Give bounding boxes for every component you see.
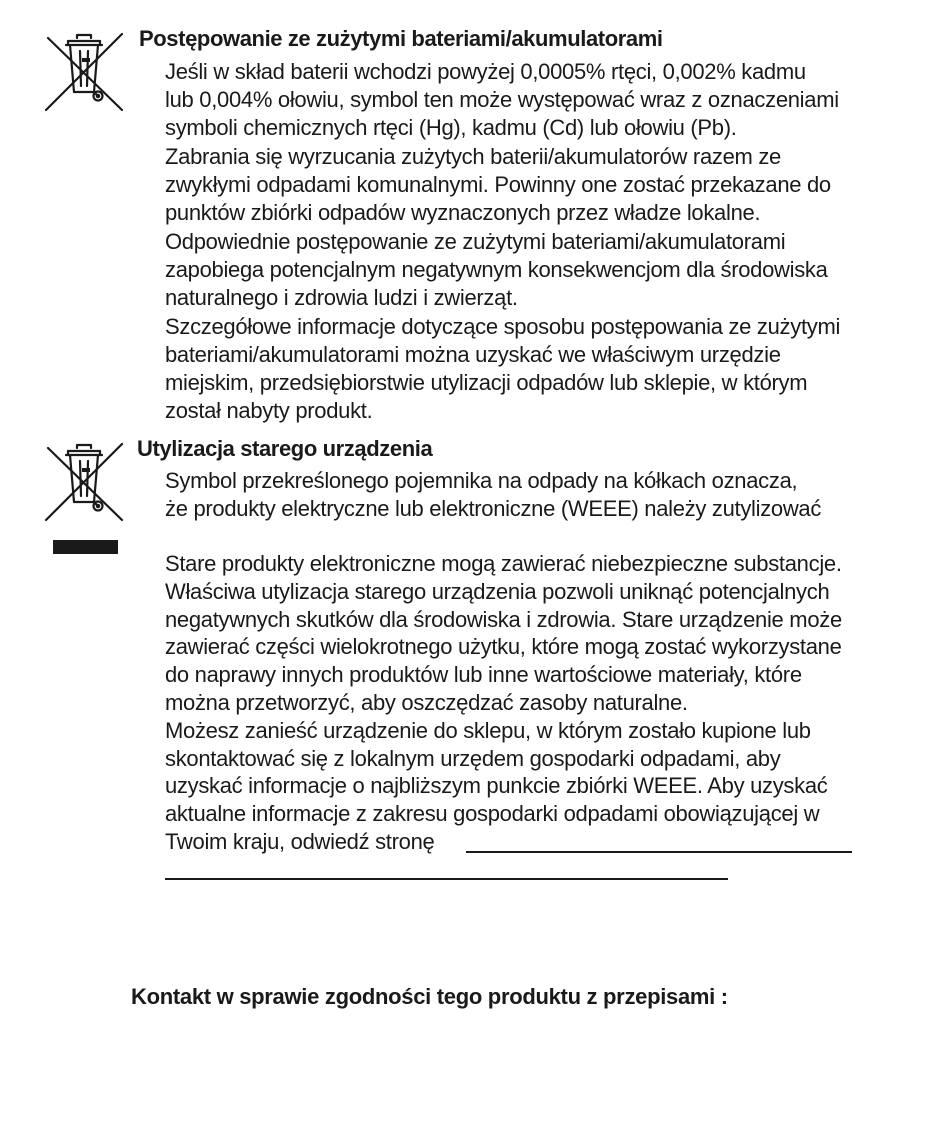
- bin-icon-bar: [53, 540, 118, 554]
- crossed-out-wheeled-bin-icon: [42, 30, 126, 114]
- website-blank-line: [165, 878, 728, 880]
- contact-heading: Kontakt w sprawie zgodności tego produktu z przepisami :: [131, 984, 728, 1009]
- battery-paragraph: Szczegółowe informacje dotyczące sposobu postępowania ze zużytymi bateriami/akumulatorami można uzyskać we właściwym urzędzie miejskim, przedsiębiorstwie utylizacji odpadów lub sklepie, w którym został nabyty produkt.: [165, 314, 841, 423]
- battery-paragraph: Zabrania się wyrzucania zużytych baterii/akumulatorów razem ze zwykłymi odpadami komunalnymi. Powinny one zostać przekazane do punktów zbiórki odpadów wyznaczonych przez władze lokalne.: [165, 144, 831, 225]
- device-body-paragraph: Stare produkty elektroniczne mogą zawierać niebezpieczne substancje. Właściwa utylizacja starego urządzenia pozwoli uniknąć potencjalnych negatywnych skutków dla środowiska i zdrowia. Stare urządzenie może zawierać części wielokrotnego użytku, które mogą zostać wykorzystane do naprawy innych produktów lub inne wartościowe materiały, które można przetworzyć, aby oszczędzać zasoby naturalne. Możesz zanieść urządzenie do sklepu, w którym zostało kupione lub skontaktować się z lokalnym urzędem gospodarki odpadami, aby uzyskać informacje o najbliższym punkcie zbiórki WEEE. Aby uzyskać aktualne informacje z zakresu gospodarki odpadami obowiązującej w Twoim kraju, odwiedź stronę: [165, 551, 842, 854]
- battery-paragraph: Jeśli w skład baterii wchodzi powyżej 0,0005% rtęci, 0,002% kadmu lub 0,004% ołowiu, symbol ten może występować wraz z oznaczeniami symboli chemicznych rtęci (Hg), kadmu (Cd) lub ołowiu (Pb).: [165, 59, 839, 140]
- device-intro-paragraph: Symbol przekreślonego pojemnika na odpady na kółkach oznacza, że produkty elektryczne lub elektroniczne (WEEE) należy zutylizować: [165, 468, 822, 521]
- device-section-heading: Utylizacja starego urządzenia: [137, 436, 433, 461]
- website-blank-line: [466, 851, 852, 853]
- battery-section-heading: Postępowanie ze zużytymi bateriami/akumulatorami: [139, 26, 663, 51]
- crossed-out-wheeled-bin-with-bar-icon: [42, 440, 126, 524]
- battery-paragraph: Odpowiednie postępowanie ze zużytymi bateriami/akumulatorami zapobiega potencjalnym negatywnym konsekwencjom dla środowiska naturalnego i zdrowia ludzi i zwierząt.: [165, 229, 828, 310]
